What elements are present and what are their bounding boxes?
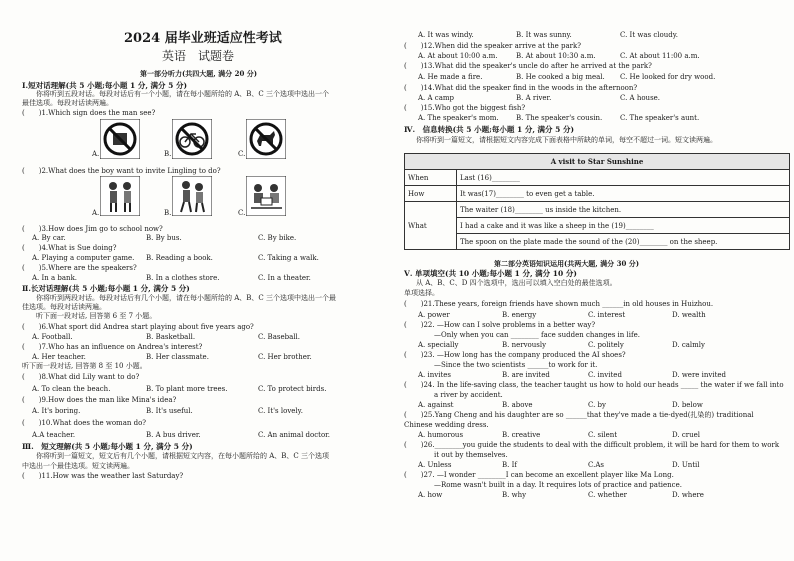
question-10: ( )10.What does the woman do? — [22, 419, 147, 427]
sec2-instruction-4: 听下面一段对话, 回答第 8 至 10 小题。 — [22, 362, 147, 370]
q7-option-a: A. Her teacher. — [32, 353, 86, 361]
sec2-heading: Ⅱ.长对话理解(共 5 小题;每小题 1 分, 满分 5 分) — [22, 284, 190, 293]
q26-option-c: C.As — [588, 461, 604, 469]
q5-option-a: A. In a bank. — [32, 274, 78, 282]
q25-option-d: D. cruel — [672, 431, 700, 439]
q7-option-b: B. Her classmate. — [146, 353, 209, 361]
q11-option-b: B. It was sunny. — [516, 31, 572, 39]
no-bicycle-sign-icon — [172, 119, 212, 159]
q13-option-a: A. He made a fire. — [418, 73, 483, 81]
question-13: ( )13.What did the speaker's uncle do after he arrived at the park? — [404, 62, 652, 70]
question-4: ( )4.What is Sue doing? — [22, 244, 117, 252]
part1-heading: 第一部分听力(共四大题, 满分 20 分) — [140, 69, 258, 78]
q2-option-c-label: C. — [238, 209, 246, 217]
q12-option-b: B. At about 10:30 a.m. — [516, 52, 596, 60]
q21-option-a: A. power — [418, 311, 450, 319]
blank-18[interactable]: The waiter (18)________ us inside the kitchen. — [457, 202, 790, 218]
q22-option-d: D. calmly — [672, 341, 705, 349]
q23-option-b: B. are invited — [502, 371, 550, 379]
q4-option-c: C. Taking a walk. — [258, 254, 319, 262]
sec5-heading: Ⅴ. 单项填空(共 10 小题;每小题 1 分, 满分 10 分) — [404, 269, 577, 278]
q22-option-a: A. specially — [418, 341, 459, 349]
q12-option-c: C. At about 11:00 a.m. — [620, 52, 700, 60]
table-label-when: When — [405, 170, 457, 186]
blank-17[interactable]: It was(17)________ to even get a table. — [457, 186, 790, 202]
q22-option-b: B. nervously — [502, 341, 547, 349]
q15-option-c: C. The speaker's aunt. — [620, 114, 700, 122]
sec2-instruction: 你将听到两段对话。每段对话后有几个小题，请在每小题所给的 A、B、C 三个选项中选出一个最 — [36, 294, 337, 302]
blank-20[interactable]: The spoon on the plate made the sound of the (20)________ on the sheep. — [457, 234, 790, 250]
question-22: ( )22. —How can I solve problems in a better way? — [404, 321, 596, 329]
sec3-instruction: 你将听到一篇短文，短文后有几个小题，请根据短文内容，在每小题所给的 A、B、C 三个选项 — [36, 452, 330, 460]
q24-option-c: C. by — [588, 401, 606, 409]
q10-option-c: C. An animal doctor. — [258, 431, 330, 439]
question-8: ( )8.What did Lily want to do? — [22, 373, 140, 381]
question-11: ( )11.How was the weather last Saturday? — [22, 472, 184, 480]
q5-option-b: B. In a clothes store. — [146, 274, 220, 282]
q7-option-c: C. Her brother. — [258, 353, 312, 361]
q13-option-b: B. He cooked a big meal. — [516, 73, 605, 81]
table-header: A visit to Star Sunshine — [405, 154, 790, 170]
question-22-reply: —Only when you can ________ face sudden changes in life. — [434, 331, 640, 339]
q6-option-c: C. Baseball. — [258, 333, 300, 341]
q15-option-a: A. The speaker's mom. — [418, 114, 499, 122]
q14-option-c: C. A house. — [620, 94, 661, 102]
q27-option-c: C. whether — [588, 491, 628, 499]
q3-option-a: A. By car. — [32, 234, 66, 242]
table-label-how: How — [405, 186, 457, 202]
q9-option-b: B. It's useful. — [146, 407, 193, 415]
q5-option-c: C. In a theater. — [258, 274, 311, 282]
q23-option-c: C. invited — [588, 371, 622, 379]
q8-option-a: A. To clean the beach. — [32, 385, 111, 393]
q4-option-a: A. Playing a computer game. — [32, 254, 135, 262]
q9-option-c: C. It's lovely. — [258, 407, 303, 415]
question-21: ( )21.These years, foreign friends have shown much ______in old houses in Huizhou. — [404, 300, 714, 308]
question-27: ( )27. —I wonder ________I can become an excellent player like Ma Long. — [404, 471, 674, 479]
q4-option-b: B. Reading a book. — [146, 254, 213, 262]
q2-option-a-label: A. — [92, 209, 100, 217]
q8-option-b: B. To plant more trees. — [146, 385, 228, 393]
question-23: ( )23. —How long has the company produced the AI shoes? — [404, 351, 626, 359]
question-6: ( )6.What sport did Andrea start playing about five years ago? — [22, 323, 254, 331]
q27-option-a: A. how — [418, 491, 443, 499]
sec2-instruction-2: 佳选项。每段对话读两遍。 — [22, 303, 106, 311]
question-26: ( )26.________you guide the students to deal with the difficult problem, it will be hard for them to work — [404, 441, 780, 449]
right-column — [398, 0, 790, 561]
q26-option-b: B. If — [502, 461, 517, 469]
q24-option-d: D. below — [672, 401, 703, 409]
q23-option-a: A. invites — [418, 371, 451, 379]
info-table — [404, 153, 790, 250]
q1-option-a-label: A. — [92, 150, 100, 158]
q9-option-a: A. It's boring. — [32, 407, 81, 415]
kids-reading-picture-icon — [246, 176, 286, 216]
q26-option-d: D. Until — [672, 461, 700, 469]
table-label-what: What — [405, 202, 457, 250]
q1-option-c-label: C. — [238, 150, 246, 158]
question-26-cont: it out by themselves. — [434, 451, 508, 459]
kids-playing-picture-icon — [172, 176, 212, 216]
kids-chatting-picture-icon — [100, 176, 140, 216]
question-5: ( )5.Where are the speakers? — [22, 264, 137, 272]
question-24-cont: a river by accident. — [434, 391, 503, 399]
blank-16[interactable]: Last (16)________ — [457, 170, 790, 186]
question-15: ( )15.Who got the biggest fish? — [404, 104, 526, 112]
q21-option-d: D. wealth — [672, 311, 706, 319]
sec2-instruction-3: 听下面一段对话, 回答第 6 至 7 小题。 — [36, 312, 157, 320]
left-column — [0, 0, 392, 561]
question-24: ( )24. In the life-saving class, the teacher taught us how to hold our heads _____ the water if we fall into — [404, 381, 784, 389]
part2-heading: 第二部分英语知识运用(共两大题, 满分 30 分) — [494, 259, 640, 268]
q12-option-a: A. At about 10:00 a.m. — [418, 52, 498, 60]
q15-option-b: B. The speaker's cousin. — [516, 114, 603, 122]
sec4-heading: Ⅳ. 信息转换(共 5 小题;每小题 1 分, 满分 5 分) — [404, 125, 575, 134]
q13-option-c: C. He looked for dry wood. — [620, 73, 716, 81]
q24-option-a: A. against — [418, 401, 454, 409]
exam-title: 2024 届毕业班适应性考试 — [124, 31, 282, 46]
q27-option-b: B. why — [502, 491, 527, 499]
question-1: ( )1.Which sign does the man see? — [22, 109, 156, 117]
sec1-instruction-2: 最佳选项。每段对话读两遍。 — [22, 99, 113, 107]
q6-option-a: A. Football. — [32, 333, 73, 341]
q25-option-b: B. creative — [502, 431, 541, 439]
q24-option-b: B. above — [502, 401, 533, 409]
question-3: ( )3.How does Jim go to school now? — [22, 225, 163, 233]
question-9: ( )9.How does the man like Mina's idea? — [22, 396, 177, 404]
no-food-sign-icon — [100, 119, 140, 159]
q22-option-c: C. politely — [588, 341, 624, 349]
question-2: ( )2.What does the boy want to invite Lingling to do? — [22, 167, 221, 175]
question-25: ( )25.Yang Cheng and his daughter are so ______that they've made a tie-dyed(扎染的) traditional — [404, 411, 754, 419]
q11-option-a: A. It was windy. — [418, 31, 474, 39]
sec5-instruction-2: 单项选择。 — [404, 289, 439, 297]
q26-option-a: A. Unless — [418, 461, 452, 469]
q14-option-a: A. A camp — [418, 94, 454, 102]
question-12: ( )12.When did the speaker arrive at the park? — [404, 42, 581, 50]
sec5-instruction: 从 A、B、C、D 四个选项中，选出可以填入空白处的最佳选项。 — [416, 279, 617, 287]
q25-option-c: C. silent — [588, 431, 618, 439]
sec4-instruction: 你将听到一篇短文，请根据短文内容完成下面表格中所缺的单词，每空不超过一词。短文读两遍。 — [416, 136, 717, 144]
q10-option-b: B. A bus driver. — [146, 431, 201, 439]
q2-option-b-label: B. — [164, 209, 172, 217]
q21-option-b: B. energy — [502, 311, 537, 319]
question-25-cont: Chinese wedding dress. — [404, 421, 489, 429]
sec3-instruction-2: 中选出一个最佳选项。短文读两遍。 — [22, 462, 134, 470]
sec1-heading: Ⅰ.短对话理解(共 5 小题;每小题 1 分, 满分 5 分) — [22, 81, 188, 90]
sec1-instruction: 你将听到五段对话。每段对话后有一个小题，请在每小题所给的 A、B、C 三个选项中选出一个 — [36, 90, 330, 98]
question-23-reply: —Since the two scientists ______to work for it. — [434, 361, 598, 369]
question-14: ( )14.What did the speaker find in the woods in the afternoon? — [404, 84, 638, 92]
blank-19[interactable]: I had a cake and it was like a sheep in the (19)________ — [457, 218, 790, 234]
exam-subtitle: 英语 试题卷 — [162, 49, 235, 63]
q23-option-d: D. were invited — [672, 371, 727, 379]
no-dogs-sign-icon — [246, 119, 286, 159]
q3-option-c: C. By bike. — [258, 234, 297, 242]
q21-option-c: C. interest — [588, 311, 626, 319]
q8-option-c: C. To protect birds. — [258, 385, 327, 393]
q1-option-b-label: B. — [164, 150, 172, 158]
question-27-reply: —Rome wasn't built in a day. It requires lots of practice and patience. — [434, 481, 682, 489]
q14-option-b: B. A river. — [516, 94, 552, 102]
q25-option-a: A. humorous — [418, 431, 464, 439]
q10-option-a: A.A teacher. — [32, 431, 76, 439]
question-7: ( )7.Who has an influence on Andrea's interest? — [22, 343, 203, 351]
q27-option-d: D. where — [672, 491, 704, 499]
sec3-heading: Ⅲ. 短文理解(共 5 小题;每小题 1 分, 满分 5 分) — [22, 442, 193, 451]
q3-option-b: B. By bus. — [146, 234, 182, 242]
q6-option-b: B. Basketball. — [146, 333, 196, 341]
q11-option-c: C. It was cloudy. — [620, 31, 678, 39]
